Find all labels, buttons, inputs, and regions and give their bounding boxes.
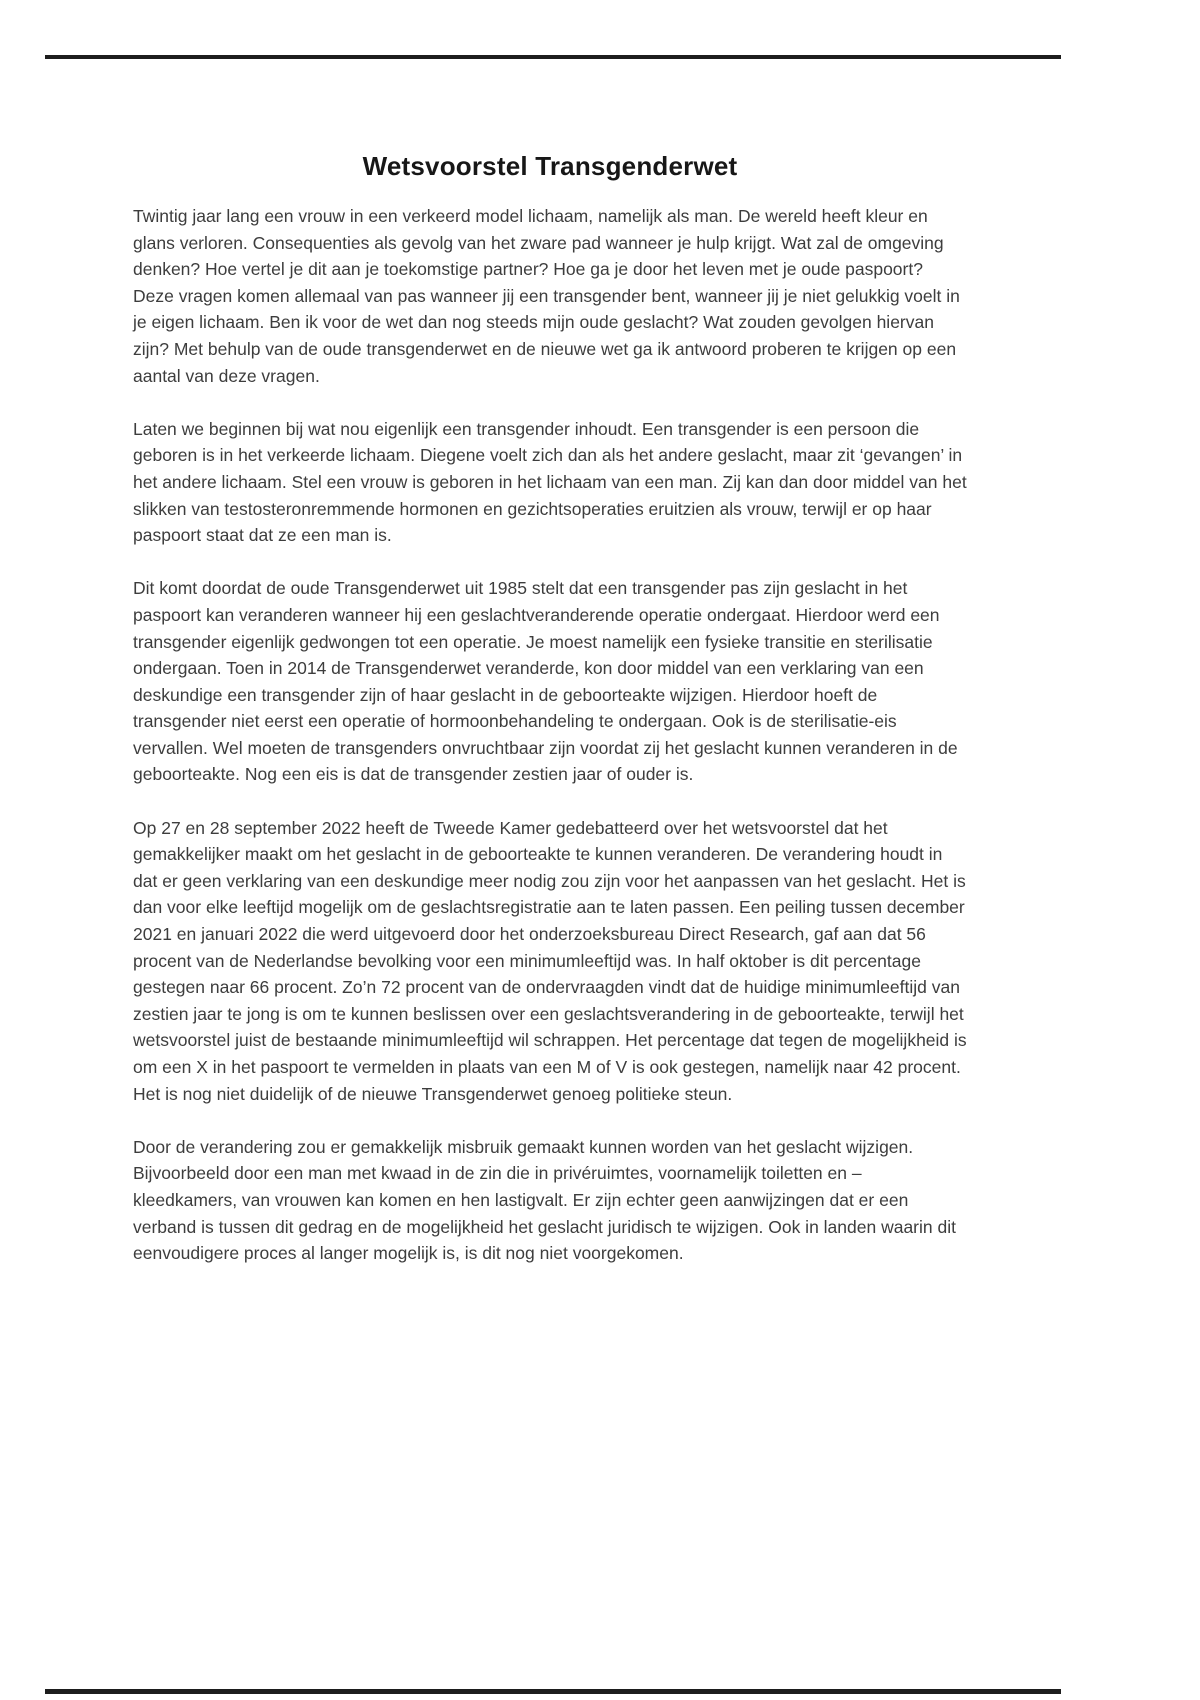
paragraph-definition: Laten we beginnen bij wat nou eigenlijk een transgender inhoudt. Een transgender is een persoon die geboren is in het verkeerde lichaam. Diegene voelt zich dan als het andere geslacht, maar zit ‘gevangen’ in het andere lichaam. Stel een vrouw is geboren in het lichaam van een man. Zij kan dan door middel van het slikken van testosteronremmende hormonen en gezichtsoperaties eruitzien als vrouw, terwijl er op haar paspoort staat dat ze een man is. bbox=[133, 418, 967, 546]
top-divider bbox=[45, 55, 1061, 59]
page-title: Wetsvoorstel Transgenderwet bbox=[362, 151, 738, 182]
bottom-divider bbox=[45, 1689, 1061, 1694]
paragraph-intro: Twintig jaar lang een vrouw in een verkeerd model lichaam, namelijk als man. De wereld heeft kleur en glans verloren. Consequenties als gevolg van het zware pad wanneer je hulp krijgt. Wat zal de omgeving denken? Hoe vertel je dit aan je toekomstige partner? Hoe ga je door het leven met je oude paspoort? Deze vragen komen allemaal van pas wanneer jij een transgender bent, wanneer jij je niet gelukkig voelt in je eigen lichaam. Ben ik voor de wet dan nog steeds mijn oude geslacht? Wat zouden gevolgen hiervan zijn? Met behulp van de oude transgenderwet en de nieuwe wet ga ik antwoord proberen te krijgen op een aantal van deze vragen. bbox=[133, 206, 960, 386]
paragraph-misuse: Door de verandering zou er gemakkelijk misbruik gemaakt kunnen worden van het geslacht wijzigen. Bijvoorbeeld door een man met kwaad in de zin die in privéruimtes, voornamelijk toiletten en – kleedkamers, van vrouwen kan komen en hen lastigvalt. Er zijn echter geen aanwijzingen dat er een verband is tussen dit gedrag en de mogelijkheid het geslacht juridisch te wijzigen. Ook in landen waarin dit eenvoudigere proces al langer mogelijk is, is dit nog niet voorgekomen. bbox=[133, 1136, 956, 1264]
document-body bbox=[133, 203, 967, 1293]
paragraph-debate: Op 27 en 28 september 2022 heeft de Tweede Kamer gedebatteerd over het wetsvoorstel dat het gemakkelijker maakt om het geslacht in de geboorteakte te kunnen veranderen. De verandering houdt in dat er geen verklaring van een deskundige meer nodig zou zijn voor het aanpassen van het geslacht. Het is dan voor elke leeftijd mogelijk om de geslachtsregistratie aan te laten passen. Een peiling tussen december 2021 en januari 2022 die werd uitgevoerd door het onderzoeksbureau Direct Research, gaf aan dat 56 procent van de Nederlandse bevolking voor een minimumleeftijd was. In half oktober is dit percentage gestegen naar 66 procent. Zo’n 72 procent van de ondervraagden vindt dat de huidige minimumleeftijd van zestien jaar te jong is om te kunnen beslissen over een geslachtsverandering in de geboorteakte, terwijl het wetsvoorstel juist de bestaande minimumleeftijd wil schrappen. Het percentage dat tegen de mogelijkheid is om een X in het paspoort te vermelden in plaats van een M of V is ook gestegen, namelijk naar 42 procent. Het is nog niet duidelijk of de nieuwe Transgenderwet genoeg politieke steun. bbox=[133, 817, 967, 1104]
paragraph-old-law: Dit komt doordat de oude Transgenderwet uit 1985 stelt dat een transgender pas zijn geslacht in het paspoort kan veranderen wanneer hij een geslachtveranderende operatie ondergaat. Hierdoor werd een transgender eigenlijk gedwongen tot een operatie. Je moest namelijk een fysieke transitie en sterilisatie ondergaan. Toen in 2014 de Transgenderwet veranderde, kon door middel van een verklaring van een deskundige een transgender zijn of haar geslacht in de geboorteakte wijzigen. Hierdoor hoeft de transgender niet eerst een operatie of hormoonbehandeling te ondergaan. Ook is de sterilisatie-eis vervallen. Wel moeten de transgenders onvruchtbaar zijn voordat zij het geslacht kunnen veranderen in de geboorteakte. Nog een eis is dat de transgender zestien jaar of ouder is. bbox=[133, 578, 958, 785]
